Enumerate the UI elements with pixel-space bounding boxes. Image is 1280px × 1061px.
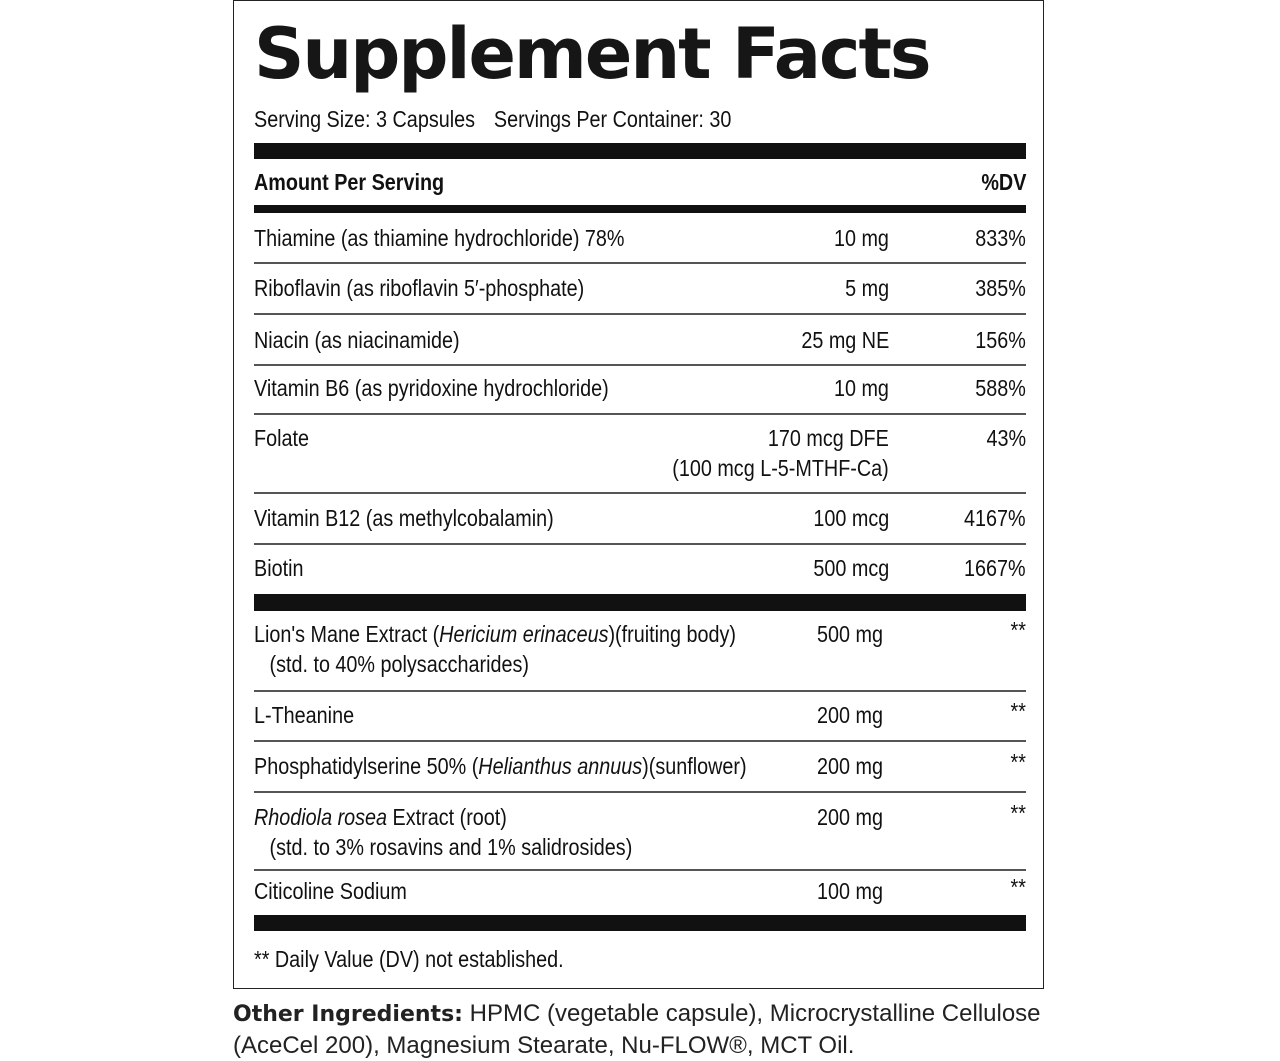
thick-divider: [254, 594, 1026, 611]
ingredient-dv: **: [1010, 874, 1026, 900]
ingredient-name: [254, 619, 736, 679]
thick-divider: [254, 915, 1026, 931]
ingredient-latin-name: Helianthus annuus: [478, 753, 643, 779]
servings-per-container: Servings Per Container: 30: [493, 106, 732, 132]
serving-info: [254, 104, 731, 134]
nutrient-amount-line1: 170 mcg DFE: [768, 425, 889, 451]
table-header: [254, 167, 1026, 197]
row-divider: [254, 791, 1026, 793]
row-divider: [254, 740, 1026, 742]
nutrient-name: Thiamine (as thiamine hydrochloride) 78%: [254, 225, 625, 251]
row-divider: [254, 543, 1026, 545]
nutrient-amount-line2: (100 mcg L-5-MTHF-Ca): [672, 455, 889, 481]
dv-footnote: ** Daily Value (DV) not established.: [254, 946, 564, 972]
ingredient-amount: 200 mg: [817, 804, 883, 830]
row-divider: [254, 492, 1026, 494]
nutrient-name: Biotin: [254, 555, 304, 581]
ingredient-name-text: Phosphatidylserine 50% (: [254, 753, 479, 779]
nutrient-dv: 156%: [975, 327, 1026, 353]
ingredient-name-text: Lion's Mane Extract (: [254, 621, 440, 647]
other-ingredients: [233, 998, 1053, 1061]
ingredient-name: [254, 751, 747, 781]
ingredient-name: Citicoline Sodium: [254, 878, 407, 904]
ingredient-dv: **: [1010, 749, 1026, 775]
serving-size: Serving Size: 3 Capsules: [254, 106, 475, 132]
nutrient-dv: 833%: [975, 225, 1026, 251]
dv-header: %DV: [980, 169, 1026, 195]
thick-divider: [254, 143, 1026, 159]
panel-title: Supplement Facts: [254, 13, 930, 95]
ingredient-amount: 500 mg: [817, 621, 883, 647]
other-ingredients-label: Other Ingredients:: [233, 1002, 463, 1027]
nutrient-name: Niacin (as niacinamide): [254, 327, 460, 353]
ingredient-amount: 100 mg: [817, 878, 883, 904]
nutrient-amount: 10 mg: [834, 375, 889, 401]
nutrient-amount: 100 mcg: [813, 505, 889, 531]
nutrient-amount: 500 mcg: [813, 555, 889, 581]
row-divider: [254, 313, 1026, 315]
ingredient-name: [254, 802, 632, 862]
ingredient-name-suffix: )(sunflower): [642, 753, 747, 779]
ingredient-latin-name: Hericium erinaceus: [439, 621, 609, 647]
ingredient-name-suffix: Extract (root): [387, 804, 507, 830]
nutrient-name: Vitamin B12 (as methylcobalamin): [254, 505, 554, 531]
nutrient-dv: 1667%: [964, 555, 1026, 581]
ingredient-latin-name: Rhodiola rosea: [254, 804, 388, 830]
nutrient-dv: 4167%: [964, 505, 1026, 531]
nutrient-dv: 588%: [975, 375, 1026, 401]
header-divider: [254, 205, 1026, 213]
nutrient-amount: 25 mg NE: [801, 327, 889, 353]
nutrient-name: Vitamin B6 (as pyridoxine hydrochloride): [254, 375, 609, 401]
nutrient-name: Folate: [254, 425, 309, 451]
ingredient-dv: **: [1010, 800, 1026, 826]
nutrient-amount: 10 mg: [834, 225, 889, 251]
ingredient-standardization: (std. to 40% polysaccharides): [269, 651, 529, 677]
row-divider: [254, 690, 1026, 692]
row-divider: [254, 262, 1026, 264]
ingredient-standardization: (std. to 3% rosavins and 1% salidrosides): [269, 834, 633, 860]
amount-per-serving-header: Amount Per Serving: [254, 169, 445, 195]
ingredient-dv: **: [1010, 698, 1026, 724]
ingredient-name: L-Theanine: [254, 702, 355, 728]
ingredient-dv: **: [1010, 617, 1026, 643]
nutrient-amount: 5 mg: [845, 275, 889, 301]
ingredient-name-suffix: )(fruiting body): [608, 621, 736, 647]
nutrient-dv: 43%: [986, 425, 1026, 451]
row-divider: [254, 413, 1026, 415]
ingredient-amount: 200 mg: [817, 753, 883, 779]
nutrient-dv: 385%: [975, 275, 1026, 301]
nutrient-name: Riboflavin (as riboflavin 5′-phosphate): [254, 275, 585, 301]
row-divider: [254, 364, 1026, 366]
ingredient-amount: 200 mg: [817, 702, 883, 728]
nutrient-amount: [672, 423, 889, 483]
row-divider: [254, 869, 1026, 871]
other-ingredients-text: HPMC (vegetable capsule), Microcrystalline Cellulose (AceCel 200), Magnesium Stearate, Nu-FLOW®, MCT Oil.: [233, 1000, 1041, 1059]
